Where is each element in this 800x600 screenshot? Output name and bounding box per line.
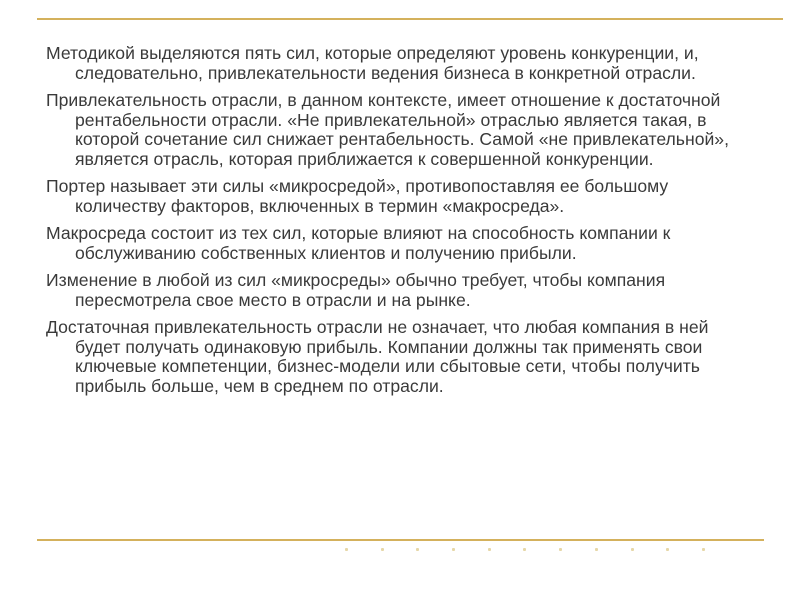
decorative-dot	[523, 548, 526, 551]
paragraph-macroenvironment: Макросреда состоит из тех сил, которые влияют на способность компании к обслуживанию собственных клиентов и получению прибыли.	[46, 223, 671, 263]
paragraph-five-forces: Методикой выделяются пять сил, которые определяют уровень конкуренции, и, следовательно, привлекательности ведения бизнеса в конкретной отрасли.	[46, 43, 699, 83]
decorative-dot	[488, 548, 491, 551]
decorative-dot	[666, 548, 669, 551]
paragraph-competencies: Достаточная привлекательность отрасли не означает, что любая компания в ней будет получать одинаковую прибыль. Компании должны так применять свои ключевые компетенции, бизнес-модели или сбытовые сети, чтобы получить прибыль больше, чем в среднем по отрасли.	[46, 317, 709, 396]
slide-text-body	[46, 44, 736, 404]
decorative-dot	[416, 548, 419, 551]
paragraph-forces-change: Изменение в любой из сил «микросреды» обычно требует, чтобы компания пересмотрела свое место в отрасли и на рынке.	[46, 270, 666, 310]
decorative-dot	[595, 548, 598, 551]
paragraph-industry-attractiveness: Привлекательность отрасли, в данном контексте, имеет отношение к достаточной рентабельности отрасли. «Не привлекательной» отраслью является такая, в которой сочетание сил снижает рентабельность. Самой «не привлекательной», является отрасль, которая приближается к совершенной конкуренции.	[46, 90, 729, 169]
decorative-dot	[702, 548, 705, 551]
decorative-dot	[631, 548, 634, 551]
bottom-divider-line	[37, 539, 764, 541]
top-divider-line	[37, 18, 783, 20]
decorative-dot-row	[345, 548, 705, 556]
paragraph-microenvironment: Портер называет эти силы «микросредой», противопоставляя ее большому количеству факторов, включенных в термин «макросреда».	[46, 176, 669, 216]
decorative-dot	[559, 548, 562, 551]
decorative-dot	[345, 548, 348, 551]
decorative-dot	[381, 548, 384, 551]
decorative-dot	[452, 548, 455, 551]
